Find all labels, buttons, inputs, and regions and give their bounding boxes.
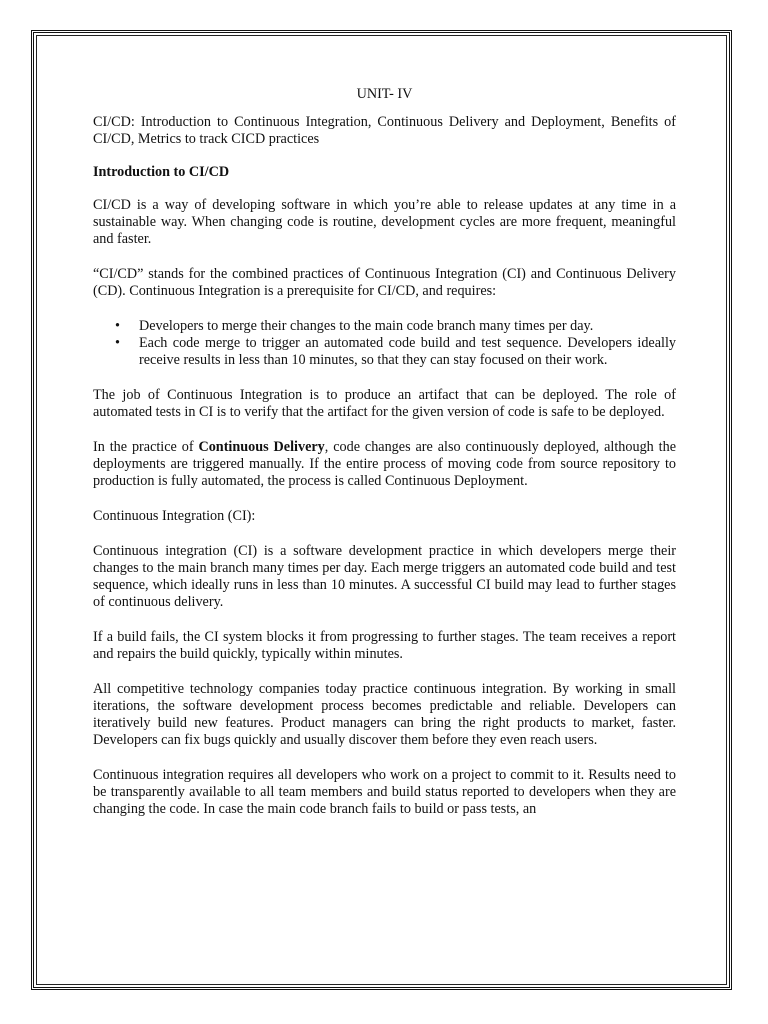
ci-paragraph-4: Continuous integration requires all developers who work on a project to commit to it. Results need to be transparently available to all team members and build status reported to developers when they are changing the code. In case the main code branch fails to build or pass tests, an <box>93 767 676 817</box>
intro-heading: Introduction to CI/CD <box>93 164 230 180</box>
ci-paragraph-3: All competitive technology companies today practice continuous integration. By working in small iterations, the software development process becomes predictable and reliable. Developers can iteratively build new features. Product managers can bring the right products to market, faster. Developers can fix bugs quickly and usually discover them before they even reach users. <box>93 681 676 748</box>
requirements-list <box>93 318 676 369</box>
ci-paragraph-2: If a build fails, the CI system blocks it from progressing to further stages. The team receives a report and repairs the build quickly, typically within minutes. <box>93 629 676 662</box>
unit-title: UNIT- IV <box>356 86 413 102</box>
cd-suffix: , code changes are also continuously deployed, although the deployments are triggered manually. If the entire process of moving code from source repository to production is fully automated, the process is called Continuous Deployment. <box>93 439 677 489</box>
cd-bold-term: Continuous Delivery <box>198 439 325 455</box>
ci-paragraph-1: Continuous integration (CI) is a software development practice in which developers merge their changes to the main branch many times per day. Each merge triggers an automated code build and test sequence, which ideally runs in less than 10 minutes. A successful CI build may lead to further stages of continuous delivery. <box>93 543 676 610</box>
intro-paragraph-2: “CI/CD” stands for the combined practices of Continuous Integration (CI) and Continuous Delivery (CD). Continuous Integration is a prerequisite for CI/CD, and requires: <box>93 266 676 299</box>
continuous-delivery-paragraph <box>93 439 676 490</box>
ci-job-paragraph: The job of Continuous Integration is to produce an artifact that can be deployed. The role of automated tests in CI is to verify that the artifact for the given version of code is safe to be deployed. <box>93 387 676 420</box>
ci-heading: Continuous Integration (CI): <box>93 508 256 524</box>
list-item: • Each code merge to trigger an automated code build and test sequence. Developers ideally receive results in less than 10 minutes, so that they can stay focused on their work. <box>139 335 676 369</box>
document-body <box>93 86 676 818</box>
intro-paragraph-1: CI/CD is a way of developing software in which you’re able to release updates at any time in a sustainable way. When changing code is routine, development cycles are more frequent, meaningful and faster. <box>93 197 676 247</box>
syllabus-paragraph: CI/CD: Introduction to Continuous Integration, Continuous Delivery and Deployment, Benefits of CI/CD, Metrics to track CICD practices <box>93 114 676 147</box>
cd-prefix: In the practice of <box>93 439 199 455</box>
list-item: • Developers to merge their changes to the main code branch many times per day. <box>139 318 676 335</box>
